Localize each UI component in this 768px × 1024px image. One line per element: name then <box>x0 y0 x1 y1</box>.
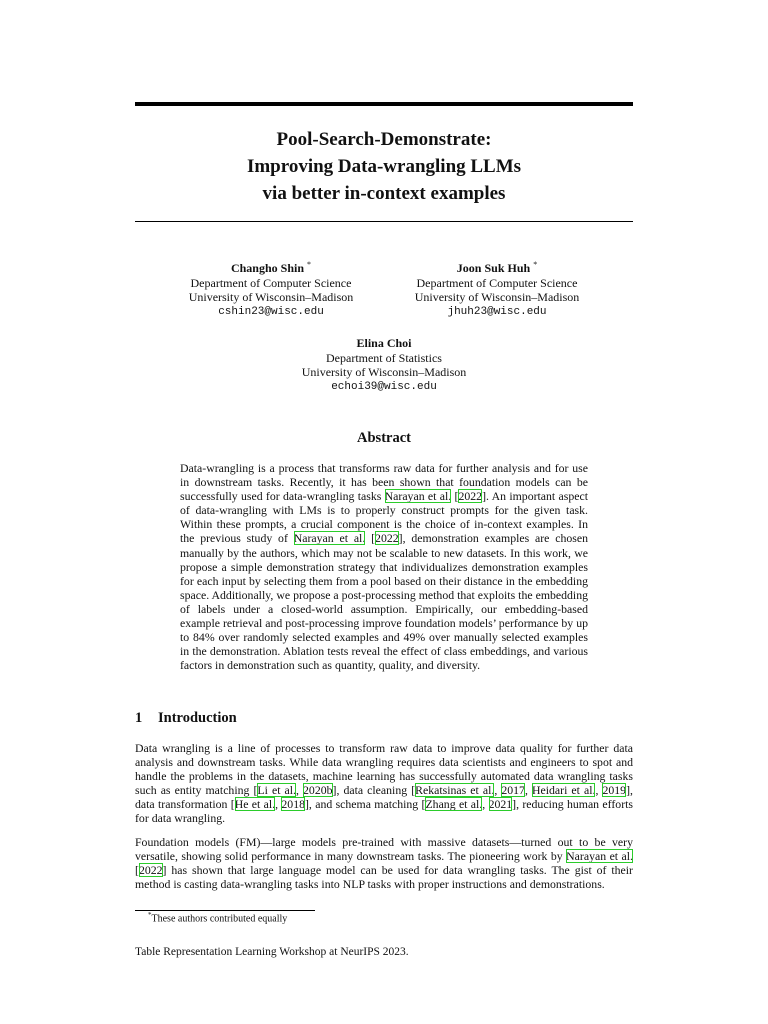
citation-link[interactable]: 2018 <box>281 797 305 812</box>
title-line-1: Pool-Search-Demonstrate: <box>276 129 492 150</box>
citation-link[interactable]: 2021 <box>488 797 513 812</box>
author-university: University of Wisconsin–Madison <box>301 365 467 379</box>
author-name: Elina Choi <box>356 336 412 350</box>
author-block-2 <box>391 258 603 319</box>
citation-link[interactable]: Li et al. <box>257 783 296 798</box>
citation-link[interactable]: 2022 <box>458 489 483 504</box>
intro-paragraph-1: Data wrangling is a line of processes to transform raw data to improve data quality for further data analysis and downstream tasks. While data wrangling requires data scientists and engineers to spot and handle the problems in the datasets, machine learning has successfully automated data wrangling tasks such as entity matching [Li et al., 2020b], data cleaning [Rekatsinas et al., 2017, Heidari et al., 2019], data transformation [He et al., 2018], and schema matching [Zhang et al., 2021], reducing human efforts for data wrangling. <box>135 741 633 826</box>
author-department: Department of Statistics <box>326 350 442 365</box>
intro-paragraph-2: Foundation models (FM)—large models pre-trained with massive datasets—turned out to be very versatile, showing solid performance in many downstream tasks. The pioneering work by Narayan et al. [2022] has shown that large language model can be used for data wrangling tasks. The gist of their method is casting data-wrangling tasks into NLP tasks with proper instructions and demonstrations. <box>135 835 634 892</box>
citation-link[interactable]: Narayan et al. <box>293 531 366 546</box>
author-department: Department of Computer Science <box>190 275 352 290</box>
citation-link[interactable]: Narayan et al. <box>384 489 452 504</box>
author-university: University of Wisconsin–Madison <box>414 290 580 304</box>
citation-link[interactable]: 2017 <box>501 783 525 798</box>
citation-link[interactable]: 2020b <box>303 783 333 798</box>
title-line-3: via better in-context examples <box>262 183 506 204</box>
footnote <box>148 911 287 924</box>
author-department: Department of Computer Science <box>416 275 578 290</box>
footnote-text: These authors contributed equally <box>151 913 288 925</box>
citation-link[interactable]: 2022 <box>375 531 399 546</box>
citation-link[interactable]: Rekatsinas et al. <box>415 783 495 798</box>
section-heading-introduction <box>135 710 237 727</box>
citation-link[interactable]: He et al. <box>234 797 276 812</box>
section-title: Introduction <box>158 710 237 726</box>
citation-link[interactable]: Narayan et al. <box>566 849 634 864</box>
paper-title <box>135 126 633 207</box>
footnote-mark: * <box>148 911 152 919</box>
author-university: University of Wisconsin–Madison <box>188 290 354 304</box>
author-name: Changho Shin <box>230 261 305 275</box>
author-email[interactable]: echoi39@wisc.edu <box>331 380 437 393</box>
author-name: Joon Suk Huh <box>456 261 531 275</box>
author-block-1 <box>165 258 377 319</box>
citation-link[interactable]: 2019 <box>602 783 627 798</box>
author-block-3 <box>264 336 504 394</box>
equal-contribution-mark[interactable]: * <box>307 260 312 269</box>
title-bottom-rule <box>135 221 633 222</box>
abstract-heading: Abstract <box>357 430 411 446</box>
author-email[interactable]: jhuh23@wisc.edu <box>447 305 547 318</box>
abstract-text: Data-wrangling is a process that transforms raw data for further analysis and for use in downstream tasks. Recently, it has been shown that foundation models can be successfully used for data-wrangling tasks Narayan et al. [2022]. An important aspect of data-wrangling with LMs is to properly construct prompts for the given task. Within these prompts, a crucial component is the choice of in-context examples. In the previous study of Narayan et al. [2022], demonstration examples are chosen manually by the authors, which may not be scalable to new datasets. In this work, we propose a simple demonstration strategy that individualizes demonstration examples for each input by selecting them from a pool based on their distance in the embedding space. Additionally, we propose a post-processing method that exploits the embedding of labels under a closed-world assumption. Empirically, our embedding-based example retrieval and post-processing improve foundation models’ performance by up to 84% over randomly selected examples and 49% over manually selected examples in the demonstration. Ablation tests reveal the effect of class embeddings, and various factors in demonstration such as quantity, quality, and diversity. <box>180 461 589 673</box>
title-top-rule <box>135 102 633 106</box>
author-email[interactable]: cshin23@wisc.edu <box>218 305 324 318</box>
section-number: 1 <box>135 710 143 726</box>
citation-link[interactable]: 2022 <box>138 863 163 878</box>
equal-contribution-mark[interactable]: * <box>533 260 538 269</box>
citation-link[interactable]: Heidari et al. <box>531 783 596 798</box>
citation-link[interactable]: Zhang et al. <box>425 797 483 812</box>
title-line-2: Improving Data-wrangling LLMs <box>246 156 522 177</box>
venue-note: Table Representation Learning Workshop at NeurIPS 2023. <box>135 946 409 958</box>
